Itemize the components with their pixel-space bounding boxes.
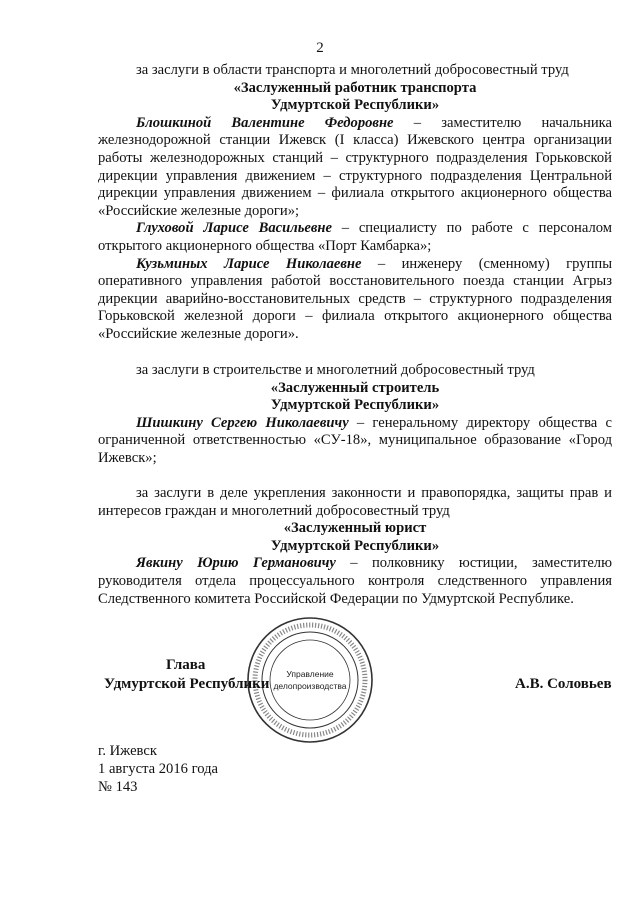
person-name: Явкину Юрию Германовичу	[136, 555, 336, 572]
person-text: – специалисту по работе с персоналом открытого акционерного общества «Порт Камбарка»;	[98, 220, 612, 254]
person-text: – заместителю начальника железнодорожной станции Ижевск (I класса) Ижевского центра организации работы железнодорожных станций – структурного подразделения Горьковской дирекции управления движением – структурного подразделения Центральной дирекции управления движением – филиала открытого акционерного общества «Российские железные дороги»;	[98, 114, 612, 219]
award-title-line1: «Заслуженный работник транспорта	[233, 79, 477, 96]
award-title-line2: Удмуртской Республики»	[270, 537, 440, 554]
page-number: 2	[316, 40, 324, 56]
award-title-line1: «Заслуженный строитель	[270, 379, 440, 396]
award-title-line1: «Заслуженный юрист	[283, 520, 427, 537]
stamp-text-line2: делопроизводства	[273, 681, 347, 691]
award-title-line2: Удмуртской Республики»	[270, 97, 440, 114]
signer-position-line1: Глава	[166, 657, 206, 673]
person-text: – полковнику юстиции, заместителю руководителя отдела процессуального контроля следственного управления Следственного комитета Российской Федерации по Удмуртской Республике.	[98, 555, 612, 607]
person-entry	[98, 115, 612, 221]
person-entry	[98, 256, 612, 344]
section-intro: за заслуги в строительстве и многолетний добросовестный труд	[136, 362, 535, 378]
section-intro: за заслуги в области транспорта и многолетний добросовестный труд	[136, 62, 569, 78]
award-title-line2: Удмуртской Республики»	[270, 397, 440, 414]
footer-city: г. Ижевск	[98, 743, 157, 759]
footer-date: 1 августа 2016 года	[98, 761, 218, 777]
signer-position-line2: Удмуртской Республики	[104, 676, 270, 692]
footer-number: № 143	[98, 779, 138, 795]
person-entry	[98, 555, 612, 608]
person-name: Блошкиной Валентине Федоровне	[136, 114, 394, 131]
signer-name: А.В. Соловьев	[515, 676, 612, 692]
person-entry	[98, 220, 612, 255]
person-entry	[98, 415, 612, 468]
section-intro: за заслуги в деле укрепления законности и правопорядка, защиты прав и интересов граждан и многолетний добросовестный труд	[98, 485, 612, 519]
section-construction	[98, 362, 612, 468]
section-law	[98, 485, 612, 608]
person-name: Кузьминых Ларисе Николаевне	[136, 255, 362, 272]
person-text: – инженеру (сменному) группы оперативного управления работой восстановительного поезда станции Агрыз дирекции аварийно-восстановительных средств – структурного подразделения Горьковской железной дороги – филиала открытого акционерного общества «Российские железные дороги».	[98, 255, 612, 342]
stamp-text-line1: Управление	[286, 669, 334, 679]
person-name: Шишкину Сергею Николаевичу	[136, 414, 349, 431]
person-name: Глуховой Ларисе Васильевне	[136, 220, 332, 237]
person-text: – генеральному директору общества с ограниченной ответственностью «СУ-18», муниципальное образование «Город Ижевск»;	[98, 414, 612, 466]
section-transport	[98, 62, 612, 344]
